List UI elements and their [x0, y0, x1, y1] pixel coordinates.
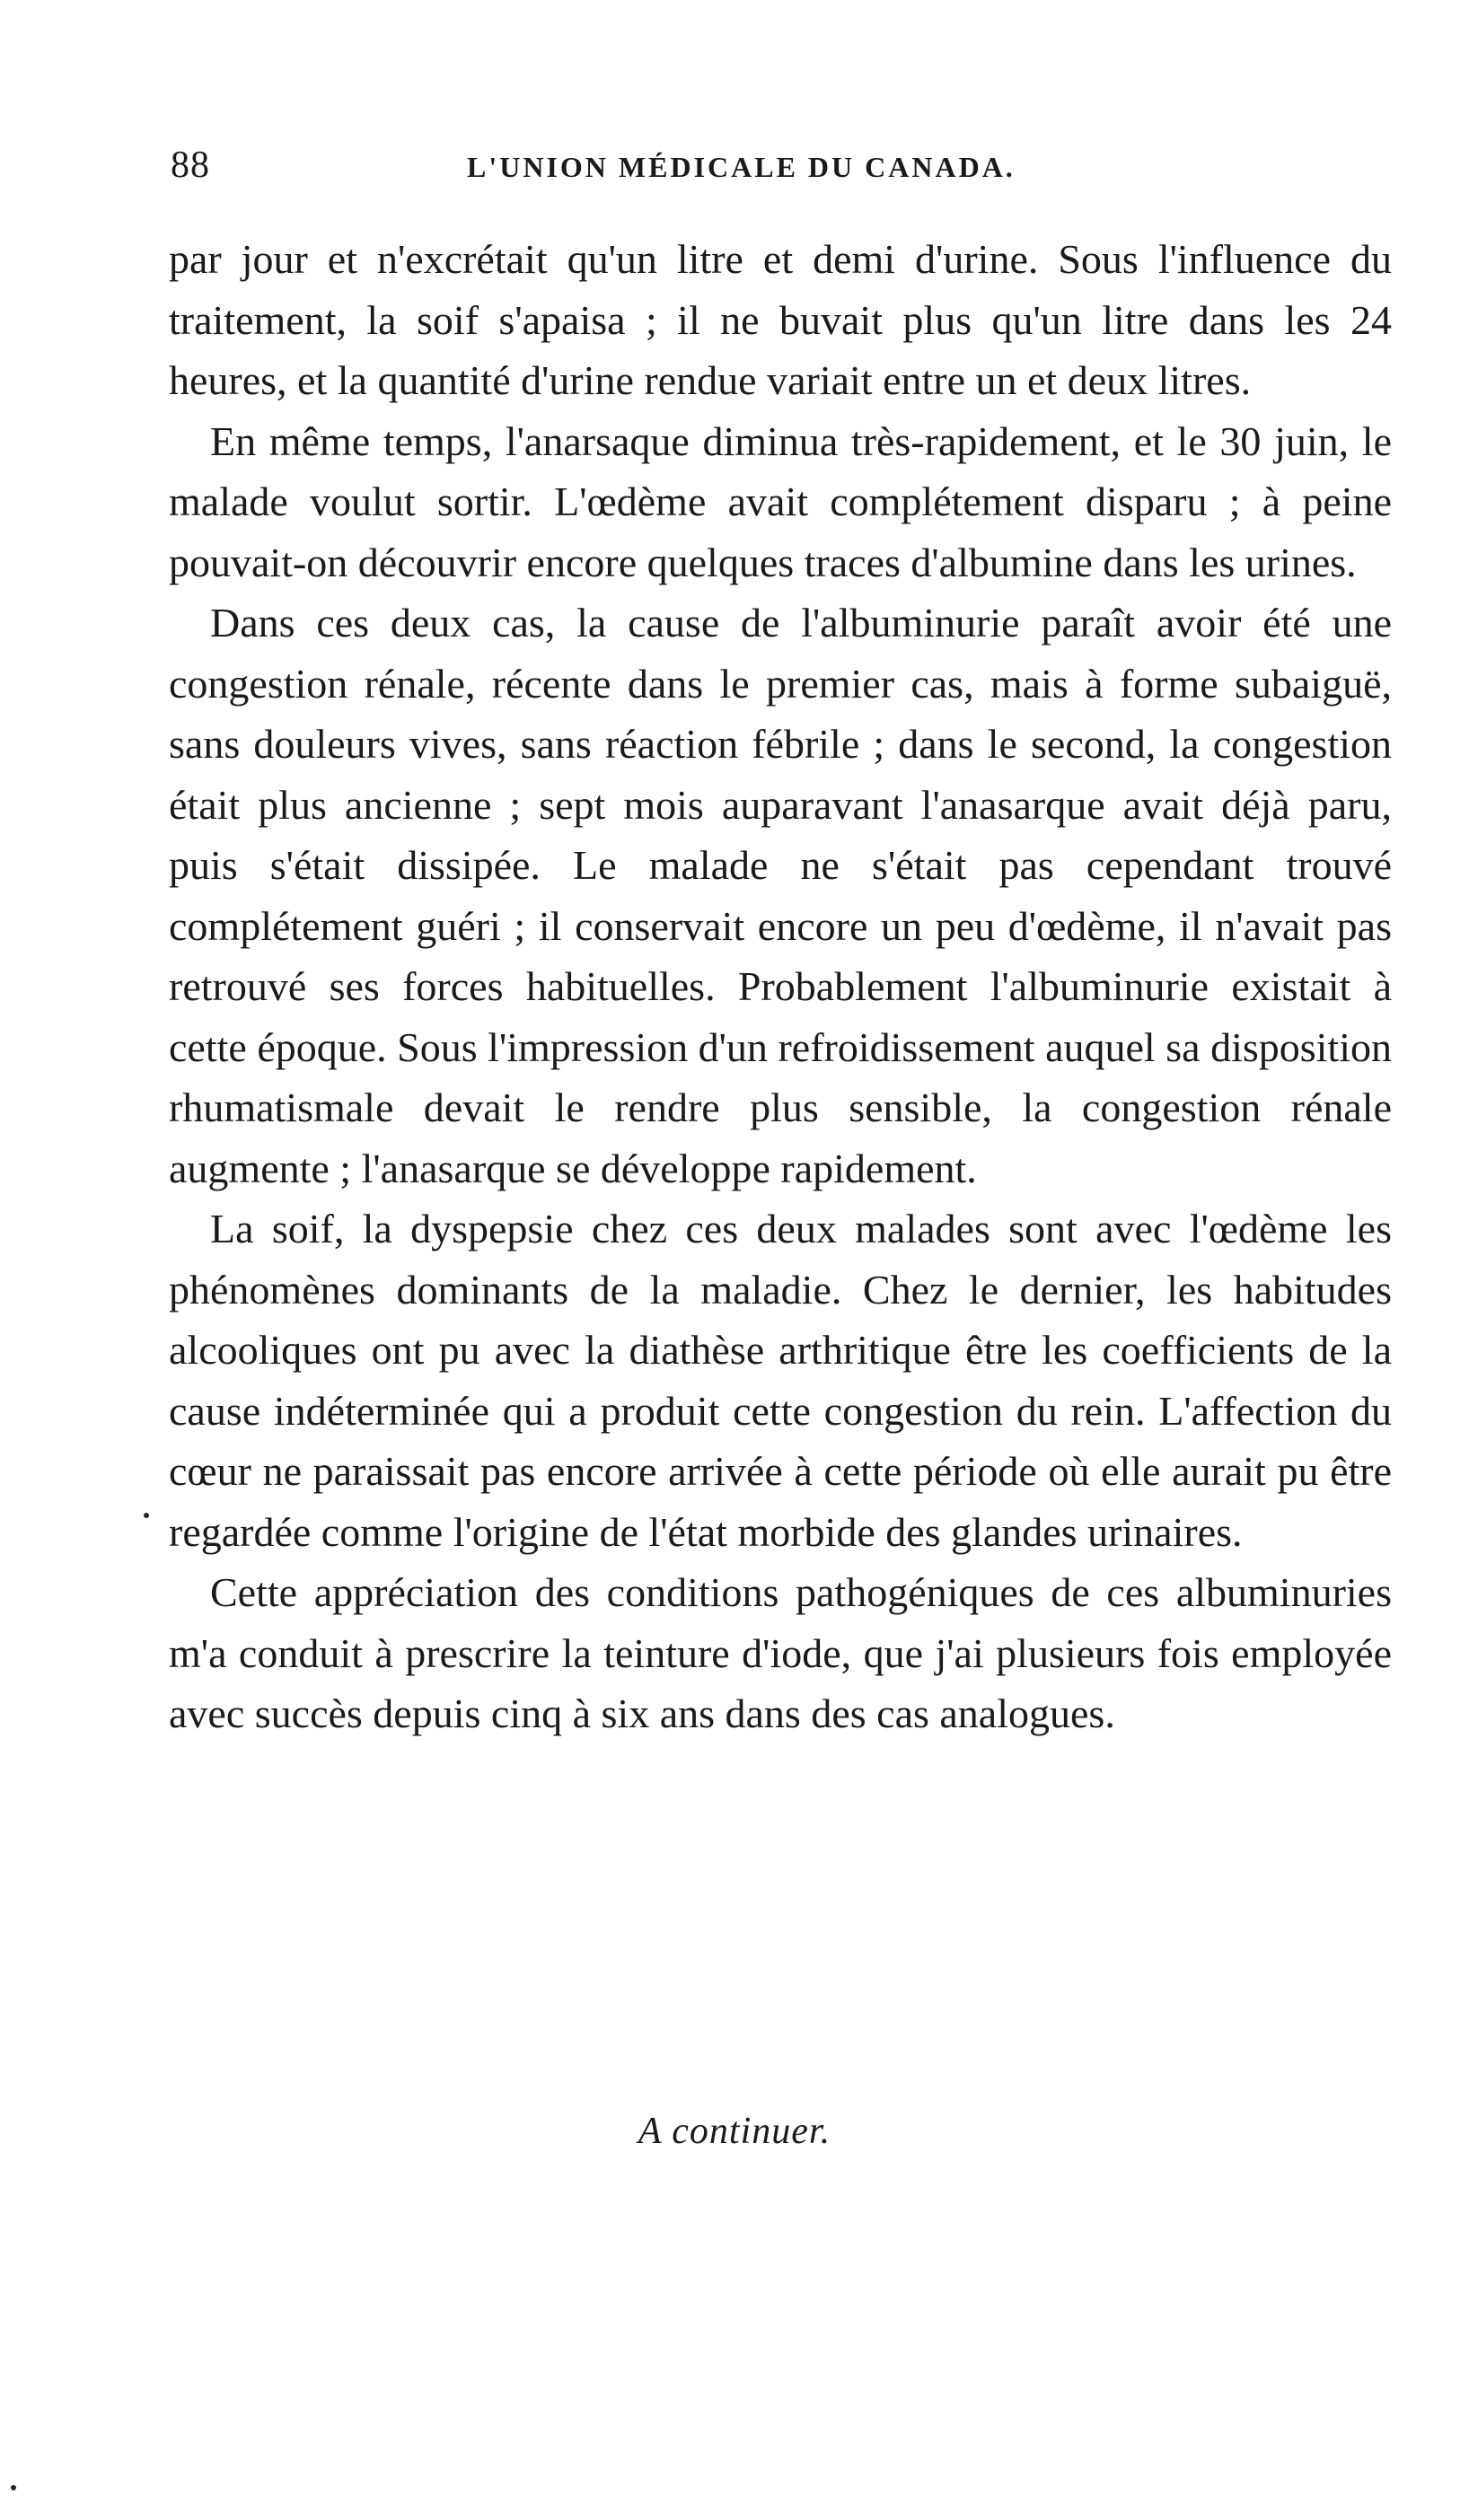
- paragraph-4: La soif, la dyspepsie chez ces deux malades sont avec l'œdème les phénomènes dominants de la maladie. Chez le dernier, les habitudes alcooliques ont pu avec la diathèse arthritique être les coefficients de la cause indéterminée qui a produit cette congestion du rein. L'affection du cœur ne paraissait pas encore arrivée à cette période où elle aurait pu être regardée comme l'origine de l'état morbide des glandes urinaires.: [169, 1206, 1392, 1555]
- running-head: L'UNION MÉDICALE DU CANADA.: [467, 151, 1016, 183]
- paragraph-2: En même temps, l'anarsaque diminua très-rapidement, et le 30 juin, le malade voulut sortir. L'œdème avait complétement disparu ; à peine pouvait-on découvrir encore quelques traces d'albumine dans les urines.: [169, 417, 1392, 585]
- margin-mark: [144, 1513, 149, 1518]
- paragraph-5: Cette appréciation des conditions pathogéniques de ces albuminuries m'a conduit à prescrire la teinture d'iode, que j'ai plusieurs fois employée avec succès depuis cinq à six ans dans des cas analogues.: [169, 1569, 1392, 1736]
- paragraph-3: Dans ces deux cas, la cause de l'albuminurie paraît avoir été une congestion rénale, récente dans le premier cas, mais à forme subaiguë, sans douleurs vives, sans réaction fébrile ; dans le second, la congestion était plus ancienne ; sept mois auparavant l'anasarque avait déjà paru, puis s'était dissipée. Le malade ne s'était pas cependant trouvé complétement guéri ; il conservait encore un peu d'œdème, il n'avait pas retrouvé ses forces habituelles. Probablement l'albuminurie existait à cette époque. Sous l'impression d'un refroidissement auquel sa disposition rhumatismale devait le rendre plus sensible, la congestion rénale augmente ; l'anasarque se développe rapidement.: [169, 600, 1392, 1191]
- paragraph-1: par jour et n'excrétait qu'un litre et demi d'urine. Sous l'influence du traitement, la soif s'apaisa ; il ne buvait plus qu'un litre dans les 24 heures, et la quantité d'urine rendue variait entre un et deux litres.: [169, 236, 1392, 403]
- continuation-note: A continuer.: [638, 2111, 831, 2152]
- body-text: [169, 229, 1392, 1744]
- page-header: [171, 144, 1392, 198]
- page-number: 88: [171, 145, 210, 186]
- margin-mark: [11, 2485, 16, 2490]
